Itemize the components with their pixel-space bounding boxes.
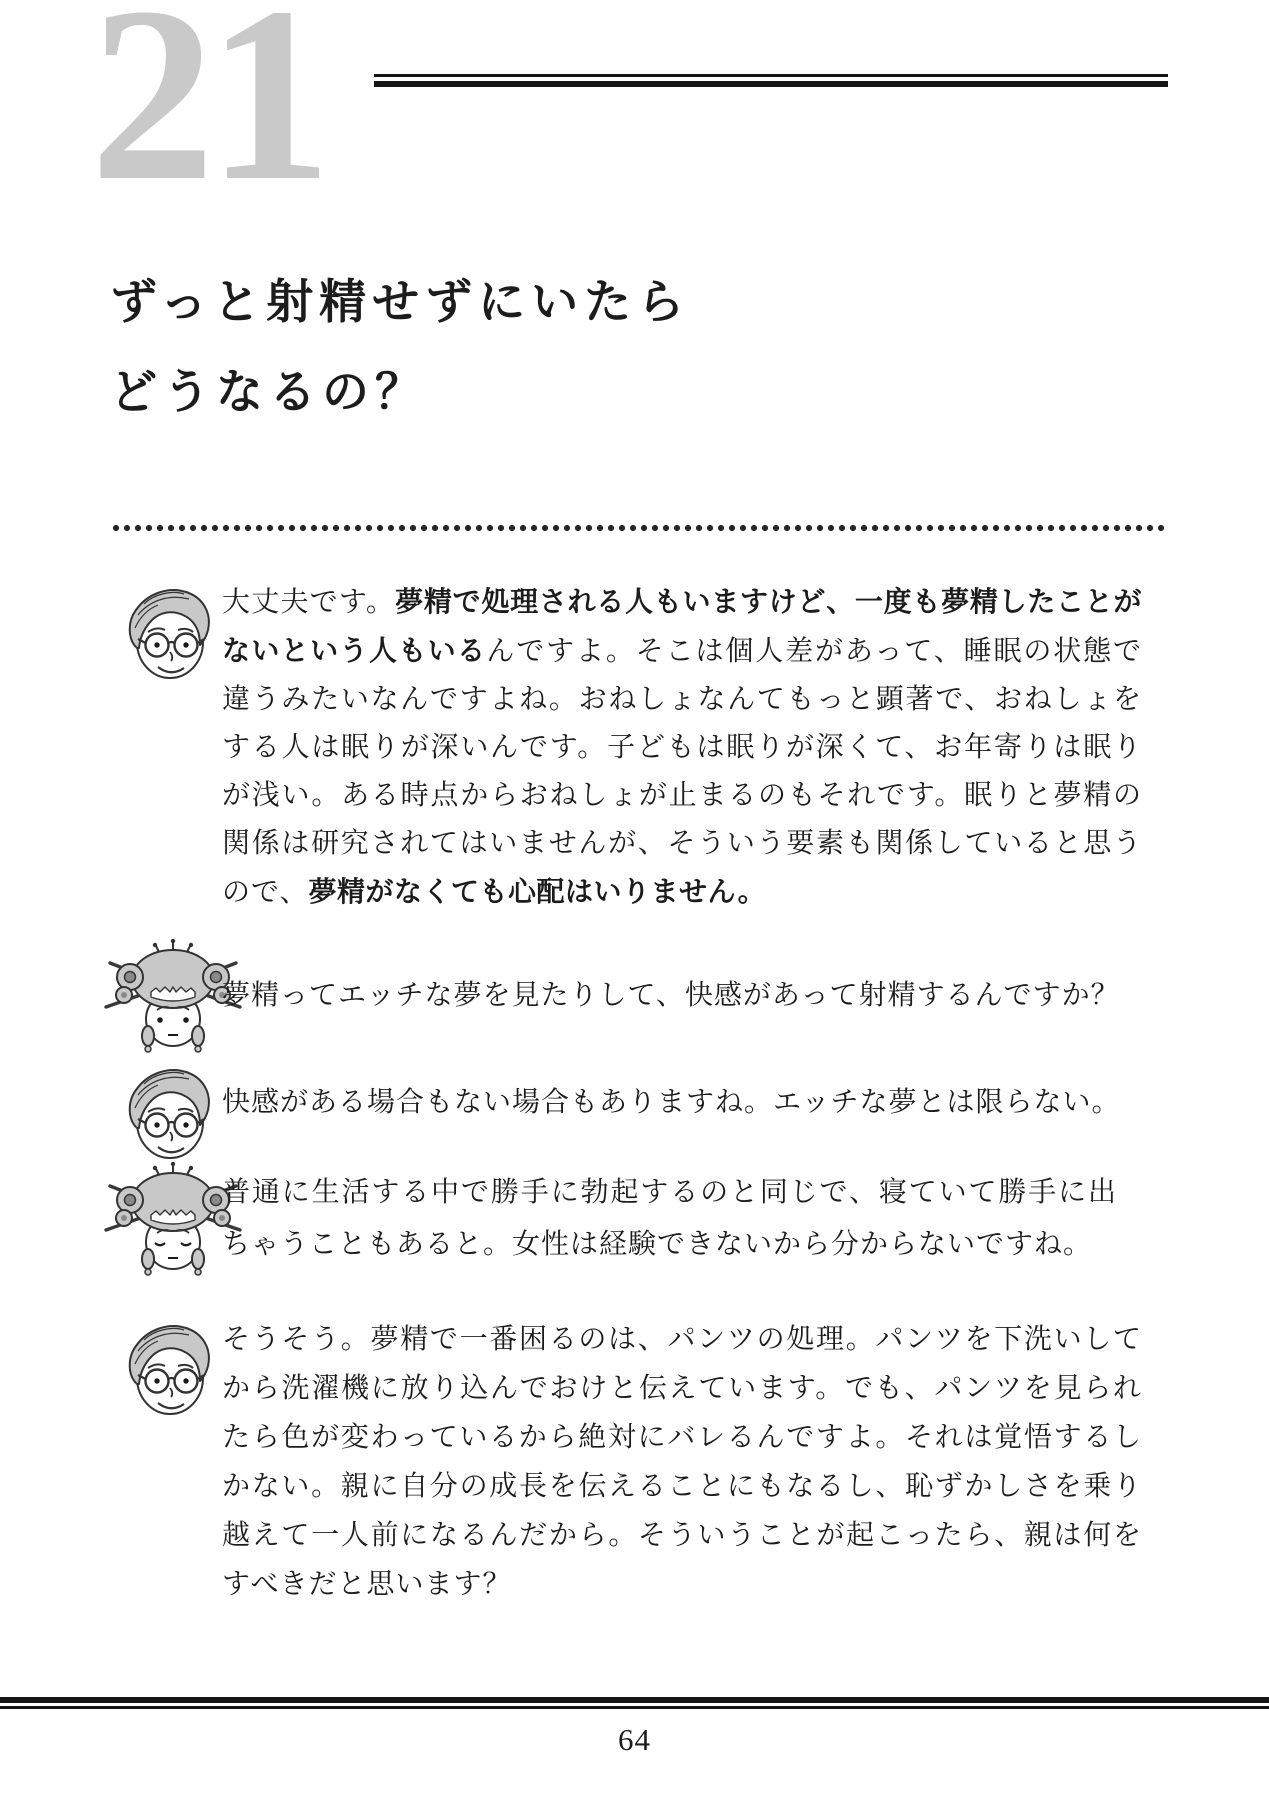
counselor-man-glasses-avatar — [120, 582, 216, 691]
speech-segment: そうそう。夢精で一番困るのは、パンツの処理。パンツを下洗いしてから洗濯機に放り込んでおけと伝えています。でも、パンツを見られたら色が変わっているから絶対にバレるんですよ。それは覚悟するしかない。親に自分の成長を伝えることにもなるし、恥ずかしさを乗り越えて一人前になるんだから。そういうことが起こったら、親は何をすべきだと思います？ — [222, 1324, 1142, 1600]
speech-text — [222, 1167, 1117, 1271]
speech-segment: 快感がある場合もない場合もありますね。エッチな夢とは限らない。 — [222, 1087, 1121, 1118]
speech-text — [222, 972, 1142, 1020]
chapter-title-line1: ずっと射精せずにいたら — [110, 277, 691, 329]
counselor-man-glasses-avatar — [120, 1318, 216, 1427]
speech-segment: 普通に生活する中で勝手に勃起するのと同じで、寝ていて勝手に出ちゃうこともあると。女性は経験できないから分からないですね。 — [222, 1177, 1117, 1260]
speech-segment: 夢精ってエッチな夢を見たりして、快感があって射精するんですか？ — [222, 980, 1120, 1011]
speech-text — [222, 1079, 1142, 1127]
speech-segment-bold: 夢精で処理される人もいますけど、一度も夢精したことがないという人もいる — [222, 586, 1142, 666]
chapter-title-line2: どうなるの？ — [110, 367, 428, 419]
speech-segment: んですよ。そこは個人差があって、睡眠の状態で違うみたいなんですよね。おねしょなんてもっと顕著で、おねしょをする人は眠りが深いんです。子どもは眠りが深くて、お年寄りは眠りが浅い。ある時点からおねしょが止まるのもそれです。眠りと夢精の関係は研究されてはいませんが、そういう要素も関係していると思うので、 — [222, 636, 1142, 908]
chapter-title — [110, 258, 690, 438]
chapter-number: 21 — [90, 0, 324, 233]
speech-text — [222, 578, 1142, 917]
counselor-man-glasses-avatar — [120, 1062, 216, 1171]
speech-text — [222, 1315, 1142, 1609]
dotted-separator — [112, 524, 1165, 532]
page-number: 64 — [618, 1722, 651, 1757]
speech-segment-bold: 夢精がなくても心配はいりません。 — [308, 876, 767, 907]
header-rule — [374, 74, 1168, 87]
speech-segment: 大丈夫です。 — [222, 587, 396, 618]
footer-rule — [0, 1697, 1269, 1709]
